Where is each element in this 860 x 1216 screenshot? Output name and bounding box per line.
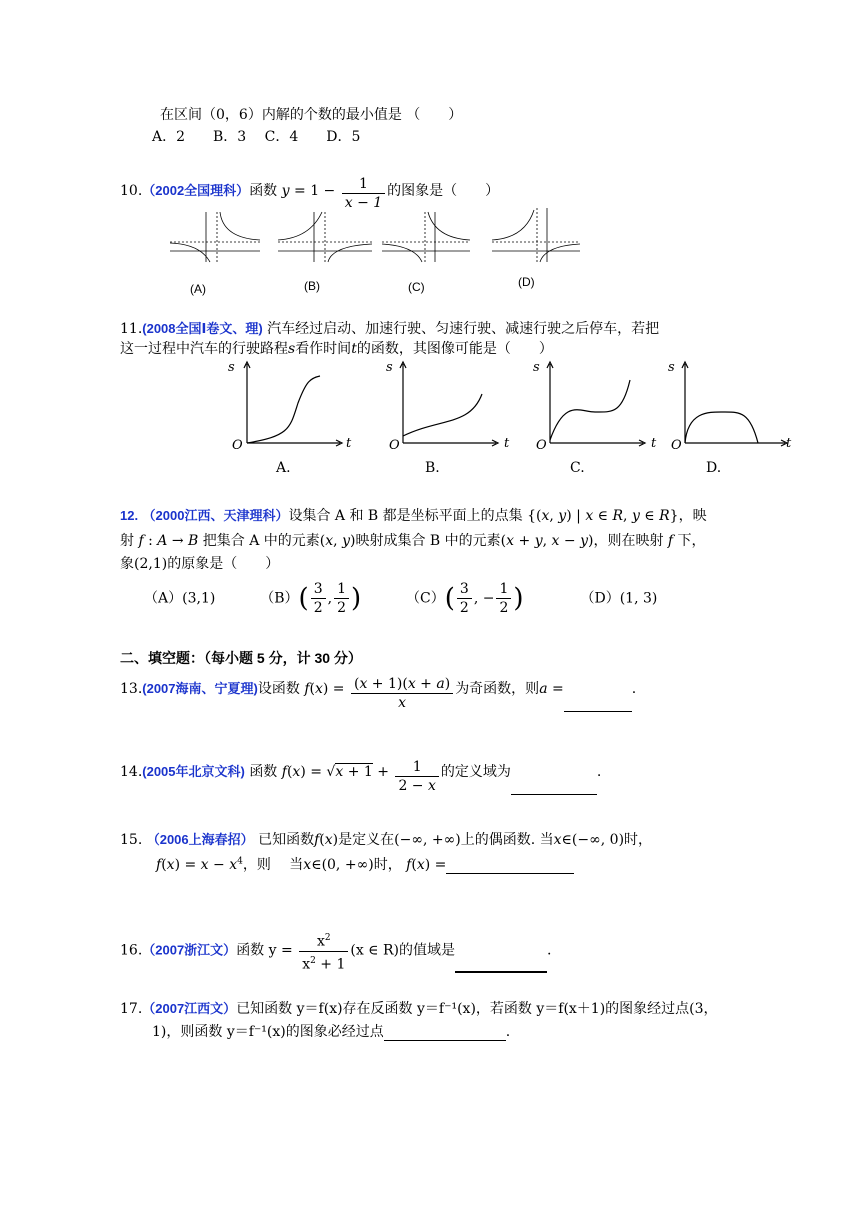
q11-c-t: t — [651, 436, 657, 451]
q12-text2e: 下， — [677, 533, 706, 549]
q13-number: 13. — [120, 681, 143, 697]
q14-line: 14.(2005年北京文科) 函数 f(x) = √x + 1 + $\frac{1}{2 - x}$ 的定义域为 . — [120, 759, 602, 794]
q11-source: (2008全国Ⅰ卷文、理) — [142, 321, 263, 336]
q11-b-s: s — [386, 360, 393, 375]
q10-label-b: (B) — [304, 279, 320, 293]
q11-label-c: C. — [570, 460, 585, 476]
q17-line1 — [120, 998, 718, 1018]
q13-end: . — [631, 681, 637, 697]
q12-set: {(x, y) | x ∈ R, y ∈ R} — [527, 508, 679, 524]
q12-option-b-label: （B） — [260, 590, 299, 607]
q14-answer-blank[interactable] — [511, 780, 597, 795]
q11-label-a: A. — [276, 460, 291, 476]
q10-graph-b — [278, 212, 372, 262]
q15-number: 15. — [120, 832, 143, 848]
q12-option-a-value: (3,1) — [182, 590, 216, 607]
q10-number: 10. — [120, 183, 143, 199]
q16-end: . — [547, 942, 552, 959]
q11-label-b: B. — [425, 460, 440, 476]
q15-text2c: 时， — [373, 857, 402, 873]
q15-line1: 15. （2006上海春招） 已知函数f(x)是定义在(−∞, +∞)上的偶函数. 当x∈(−∞, 0)时， — [120, 832, 653, 848]
q17-line2 — [152, 1021, 510, 1041]
q11-var-s: s — [288, 341, 296, 357]
q12-option-d-value: (1, 3) — [619, 590, 658, 607]
q15-text1c: 上的偶函数. 当 — [460, 832, 554, 848]
q12-text3b: 的原象是（ ） — [167, 556, 280, 572]
q10-label-d: (D) — [518, 275, 535, 289]
q12-source: （2000江西、天津理科） — [142, 508, 289, 523]
q10-label-c: (C) — [408, 280, 425, 294]
q16-answer-blank[interactable] — [455, 957, 547, 973]
q15-text1b: 是定义在 — [338, 832, 395, 848]
q11-a-t: t — [346, 436, 352, 451]
q16-pre: 函数 — [236, 942, 265, 959]
q11-d-s: s — [668, 360, 675, 375]
q12-text3a: 象 — [120, 556, 134, 572]
q14-pre: 函数 — [249, 764, 278, 780]
q13-answer-blank[interactable] — [564, 697, 632, 712]
q11-number: 11. — [120, 321, 143, 337]
q11-label-d: D. — [706, 460, 722, 476]
q11-d-t: t — [786, 436, 792, 451]
q10-graphs — [160, 200, 580, 295]
q14-source: (2005年北京文科) — [142, 764, 245, 779]
q17-source: （2007江西文） — [142, 1001, 237, 1016]
q11-line2 — [120, 338, 553, 358]
q11-graph-d — [682, 362, 787, 446]
q9-text: 在区间（0，6）内解的个数的最小值是 （ ） — [160, 107, 463, 123]
q13-line: 13.(2007海南、宁夏理)设函数 f(x) = $\frac{(x + 1)(x + a)}{x}$ 为奇函数，则a = . — [120, 676, 637, 711]
q10-source: （2002全国理科） — [142, 183, 250, 198]
q12-option-a-label: （A） — [144, 590, 183, 607]
q10-graph-a — [170, 212, 260, 262]
q17-text2: 1)，则函数 y＝f⁻¹(x)的图象必经过点 — [152, 1024, 384, 1040]
q16-fraction: $\frac{x^2}{x^2 + 1}$ — [299, 929, 348, 973]
q11-text1: 汽车经过启动、加速行驶、匀速行驶、减速行驶之后停车，若把 — [267, 321, 660, 337]
q11-var-t: t — [351, 341, 357, 357]
q13-source: (2007海南、宁夏理) — [142, 681, 258, 696]
q13-fraction: $\frac{(x + 1)(x + a)}{x}$ — [351, 675, 453, 712]
q12-option-d-label: （D） — [580, 590, 620, 607]
q12-text1a: 设集合 A 和 B 都是坐标平面上的点集 — [288, 508, 523, 524]
q11-line1 — [120, 318, 659, 338]
q10-graph-c — [382, 212, 470, 262]
q12-line3: 象(2,1)的原象是（ ） — [120, 556, 280, 572]
q12-text2c: 映射成集合 B 中的元素 — [355, 533, 501, 549]
q15-text1d: 时， — [624, 832, 653, 848]
q12-text2a: 射 — [120, 533, 134, 549]
q17-end: . — [505, 1024, 511, 1040]
q11-b-o: O — [389, 438, 400, 453]
q16-post: 的值域是 — [399, 942, 455, 959]
q12-number: 12. — [120, 508, 139, 523]
q11-d-o: O — [671, 438, 682, 453]
q11-a-s: s — [228, 360, 235, 375]
q11-c-o: O — [536, 438, 547, 453]
q12-text1b: ，映 — [678, 508, 707, 524]
q12-text2d: ，则在映射 — [593, 533, 664, 549]
q15-source: （2006上海春招） — [146, 832, 254, 847]
q17-text1: 已知函数 y＝f(x)存在反函数 y＝f⁻¹(x)，若函数 y＝f(x＋1)的图象经过点(3， — [236, 1001, 718, 1017]
q11-text2a: 这一过程中汽车的行驶路程 — [120, 341, 288, 357]
q10-fraction: $\frac{1}{x - 1}$ — [342, 175, 385, 212]
q12-text2b: 把集合 A 中的元素 — [202, 533, 320, 549]
q15-line2: $f(x) = x - x^4$，则 当x∈(0, +∞)时， f(x) = — [156, 854, 574, 874]
q13-pre: 设函数 — [257, 681, 300, 697]
q11-a-o: O — [232, 438, 243, 453]
q12-options: （A）(3,1) （B）( $\frac{3}{2}$ , $\frac{1}{2}$ ) （C）( $\frac{3}{2}$ , − $\frac{1}{2}$ ) （D）(1, 3) — [144, 581, 658, 616]
q14-number: 14. — [120, 764, 143, 780]
q11-graph-b — [400, 362, 498, 446]
q12-line2: 射 f : A → B 把集合 A 中的元素(x, y)映射成集合 B 中的元素(x + y, x − y)，则在映射 f 下， — [120, 533, 706, 549]
q11-c-s: s — [533, 360, 540, 375]
q17-answer-blank[interactable] — [384, 1026, 506, 1041]
q10-label-a: (A) — [190, 282, 206, 296]
q16-number: 16. — [120, 942, 143, 959]
q12-line1 — [120, 505, 707, 525]
q11-graphs — [220, 358, 810, 458]
q11-text2b: 看作时间 — [295, 341, 352, 357]
section-fill-in-title: 二、填空题：（每小题 5 分，计 30 分） — [120, 650, 362, 666]
q14-end: . — [596, 764, 602, 780]
q16-source: （2007浙江文） — [142, 942, 237, 958]
q11-graph-a — [244, 362, 342, 446]
q17-number: 17. — [120, 1001, 143, 1017]
q15-text2b: ，则 当 — [242, 857, 304, 873]
q13-post: 为奇函数，则 — [455, 681, 540, 697]
q14-fraction: $\frac{1}{2 - x}$ — [395, 758, 438, 795]
q10-post: 的图象是（ ） — [387, 183, 500, 199]
q16-line: 16.（2007浙江文）函数 y = $\frac{x^2}{x^2 + 1}$ (x ∈ R)的值域是 . — [120, 929, 551, 973]
q10-pre: 函数 — [249, 183, 278, 199]
q11-b-t: t — [504, 436, 510, 451]
q15-answer-blank[interactable] — [446, 859, 574, 874]
q11-graph-c — [547, 362, 645, 446]
q12-option-c-label: （C） — [406, 590, 445, 607]
q15-text1a: 已知函数 — [258, 832, 315, 848]
q10-graph-d — [492, 208, 580, 262]
q9-options: A．2 B．3 C．4 D．5 — [152, 129, 361, 145]
q14-post: 的定义域为 — [440, 764, 511, 780]
q10-formula-lhs: y — [281, 183, 290, 199]
q12-map: f — [138, 533, 144, 549]
q11-text2c: 的函数，其图像可能是（ ） — [356, 341, 553, 357]
q10-line: 10.（2002全国理科）函数 y = 1 − $\frac{1}{x - 1}$ 的图象是（ ） — [120, 176, 500, 211]
